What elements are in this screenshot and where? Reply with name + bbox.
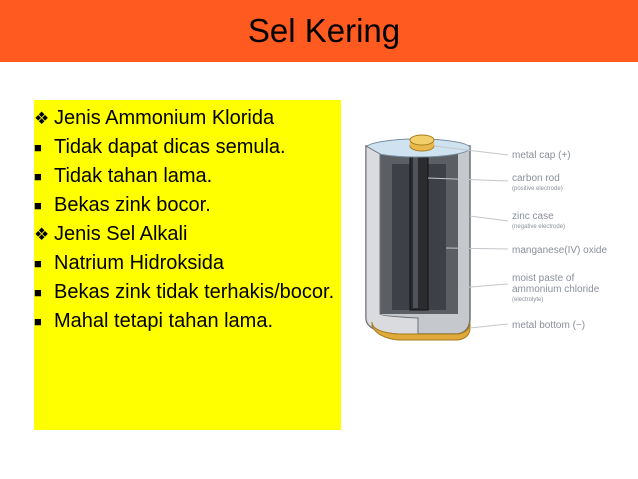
bullet-item: [34, 279, 364, 306]
label-paste-1: moist paste of: [512, 273, 575, 284]
label-zinc-case: zinc case: [512, 211, 554, 222]
title-bar: [0, 0, 638, 62]
slide-title: Sel Kering: [247, 12, 401, 49]
bullet-text: Tidak tahan lama.: [54, 165, 213, 187]
bullet-list: [34, 105, 364, 337]
bullet-item: [34, 308, 364, 335]
bullet-text: Tidak dapat dicas semula.: [54, 136, 286, 158]
label-paste-2: ammonium chloride: [512, 284, 600, 295]
label-metal-bottom: metal bottom (−): [512, 320, 586, 331]
carbon-rod-highlight: [413, 154, 418, 308]
bullet-text: Jenis Ammonium Klorida: [54, 107, 275, 129]
bullet-text: Jenis Sel Alkali: [54, 223, 188, 245]
square-bullet-icon: ■: [34, 140, 42, 155]
diamond-bullet-icon: ❖: [34, 109, 50, 128]
bullet-item: [34, 192, 364, 219]
bullet-text: Bekas zink tidak terhakis/bocor.: [54, 281, 335, 303]
square-bullet-icon: ■: [34, 314, 42, 329]
bullet-item: [34, 134, 364, 161]
square-bullet-icon: ■: [34, 256, 42, 271]
bullet-item: [34, 221, 364, 248]
bullet-text: Natrium Hidroksida: [54, 252, 225, 274]
label-metal-cap: metal cap (+): [512, 150, 571, 161]
label-manganese: manganese(IV) oxide: [512, 245, 608, 256]
label-zinc-case-sub: (negative electrode): [512, 224, 566, 230]
square-bullet-icon: ■: [34, 169, 42, 184]
square-bullet-icon: ■: [34, 285, 42, 300]
label-carbon-rod-sub: (positive electrode): [512, 186, 563, 192]
metal-cap-top: [410, 135, 434, 145]
bullet-text: Bekas zink bocor.: [54, 194, 211, 216]
bullet-item: [34, 163, 364, 190]
bullet-item: [34, 105, 364, 132]
carbon-rod-shape: [410, 152, 428, 310]
dry-cell-diagram: [358, 118, 630, 352]
label-carbon-rod: carbon rod: [512, 173, 560, 184]
diamond-bullet-icon: ❖: [34, 225, 50, 244]
square-bullet-icon: ■: [34, 198, 42, 213]
bullet-item: [34, 250, 364, 277]
label-paste-sub: (electrolyte): [512, 297, 544, 303]
bullet-text: Mahal tetapi tahan lama.: [54, 310, 274, 332]
